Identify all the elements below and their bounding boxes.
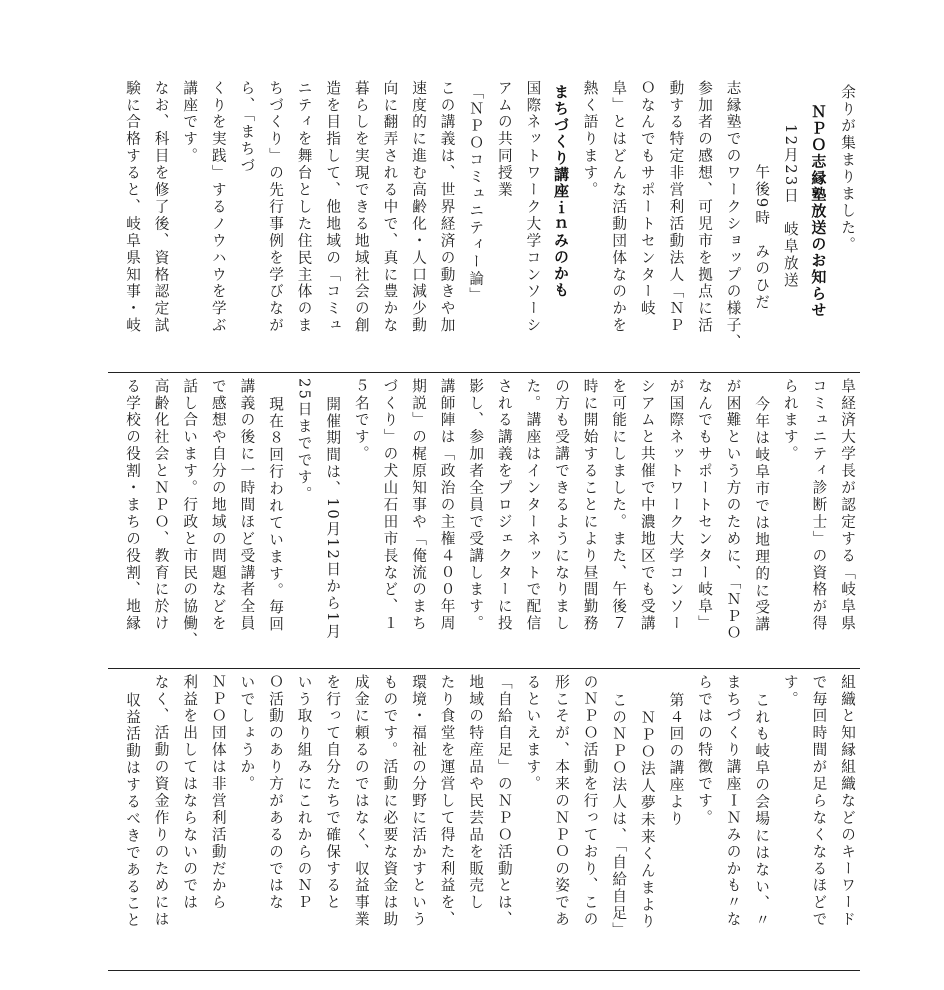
- text-column: らではの特徴です。: [696, 674, 713, 827]
- text-column: この講義は、世界経済の動きや加: [438, 80, 456, 335]
- text-column: 験に合格すると、岐阜県知事・岐: [124, 80, 141, 335]
- text-column: 収益活動はするべきであること: [124, 692, 141, 930]
- text-column: 利益を出してはならないのでは: [181, 674, 199, 912]
- text-column: る学校の役割・まちの役割、地縁: [124, 378, 141, 633]
- text-column: くりを実践」するノウハウを学ぶ: [209, 80, 227, 335]
- text-column: シアムと共催で中濃地区でも受講: [638, 378, 656, 633]
- divider-rule: [108, 668, 860, 669]
- text-column: 高齢化社会とＮＰＯ、教育に於け: [152, 378, 170, 633]
- text-column: 熱く語ります。: [581, 80, 599, 199]
- text-column: Ｏ活動のあり方があるのではな: [267, 674, 284, 912]
- text-column: 第４回の講座より: [667, 692, 685, 828]
- section-heading: ＮＰＯ志縁塾放送のお知らせ: [809, 104, 828, 319]
- text-column: が困難という方のために、「ＮＰＯ: [724, 378, 742, 642]
- text-column: 組織と知縁組織などのキーワード: [839, 674, 856, 929]
- text-column: 国際ネットワーク大学コンソーシ: [524, 80, 542, 335]
- text-column: が国際ネットワーク大学コンソー: [667, 378, 685, 633]
- text-column: づくり」の犬山石田市長など、１: [381, 378, 399, 633]
- text-column: のＮＰＯ活動を行っており、この: [581, 674, 599, 929]
- text-column: を可能にしました。また、午後７: [610, 378, 628, 633]
- text-column: るといえます。: [524, 674, 542, 793]
- text-column: なく、活動の資金作りのためには: [152, 674, 170, 929]
- text-column: で毎回時間が足らなくなるほどで: [810, 674, 828, 929]
- text-column: 今年は岐阜市では地理的に受講: [753, 396, 771, 634]
- text-column: 参加者の感想、可児市を拠点に活: [696, 80, 713, 335]
- text-column: 阜経済大学長が認定する「岐阜県: [839, 378, 856, 633]
- text-column: いう取り組みにこれからのＮＰ: [295, 674, 313, 912]
- text-column: 「自給自足」のＮＰＯ活動とは、: [495, 674, 513, 929]
- text-column: 現在８回行われています。毎回: [267, 396, 284, 634]
- text-column: 影し、参加者全員で受講します。: [467, 378, 485, 633]
- text-column: を行って自分たちで確保すると: [324, 674, 342, 912]
- text-column: される講義をプロジェクターに投: [495, 378, 513, 633]
- text-column: 講師陣は「政治の主権４００年周: [438, 378, 456, 633]
- text-column: 「ＮＰＯコミュニティー論」: [467, 84, 485, 305]
- text-column: ちづくり」の先行事例を学びなが: [267, 80, 284, 335]
- text-column: 話し合います。行政と市民の協働、: [181, 378, 199, 650]
- text-column: 環境・福祉の分野に活かすという: [410, 674, 427, 929]
- text-column: 形こそが、本来のＮＰＯの姿であ: [553, 674, 570, 929]
- text-column: なお、科目を修了後、資格認定試: [152, 80, 170, 335]
- text-column: で感想や自分の地域の問題などを: [209, 378, 227, 633]
- text-column: ５名です。: [352, 378, 370, 463]
- text-column: の方も受講できるようになりまし: [553, 378, 570, 633]
- text-column: 25日までです。: [295, 378, 313, 503]
- text-column: 時に開始することにより昼間勤務: [581, 378, 599, 633]
- text-column: 講義の後に一時間ほど受講者全員: [238, 378, 256, 633]
- text-column: 午後9時 みのひだ: [753, 164, 771, 312]
- section-heading: まちづくり講座ｉｎみのかも: [552, 84, 570, 299]
- text-column: られます。: [781, 378, 799, 463]
- divider-rule: [108, 372, 860, 373]
- text-column: た。講座はインターネットで配信: [524, 378, 542, 633]
- tier-middle: [108, 378, 860, 662]
- text-column: 期説」の梶原知事や「俺流のまち: [410, 378, 427, 633]
- text-column: ものです。活動に必要な資金は助: [381, 674, 399, 929]
- text-column: 開催期間は、10月12日から1月: [324, 396, 342, 641]
- text-column: 地域の特産品や民芸品を販売し: [467, 674, 485, 912]
- text-column: 向に翻弄される中で、真に豊かな: [381, 80, 399, 335]
- text-column: アムの共同授業: [495, 80, 513, 199]
- text-column: す。: [781, 674, 799, 708]
- tier-bottom: [108, 674, 860, 964]
- tier-top: [108, 80, 860, 366]
- text-column: ＮＰＯ法人夢未来くんまより: [638, 710, 656, 931]
- text-column: これも岐阜の会場にはない、〃: [753, 692, 771, 930]
- text-column: ニティを舞台とした住民主体のま: [295, 80, 313, 335]
- divider-rule: [108, 970, 860, 971]
- text-column: 余りが集まりました。: [839, 84, 856, 254]
- text-column: このＮＰＯ法人は、「自給自足」: [610, 692, 628, 939]
- text-column: 12月23日 岐阜放送: [781, 124, 799, 290]
- text-column: まちづくり講座ＩＮみのかも〃な: [724, 674, 742, 929]
- text-column: コミュニティ診断士」の資格が得: [810, 378, 828, 633]
- text-column: 成金に頼るのではなく、収益事業: [352, 674, 370, 929]
- text-column: 造を目指して、他地域の「コミュ: [324, 80, 342, 335]
- text-column: 暮らしを実現できる地域社会の創: [352, 80, 370, 335]
- text-column: 動する特定非営利活動法人「ＮＰ: [667, 80, 685, 335]
- text-column: 講座です。: [181, 80, 199, 165]
- text-column: たり食堂を運営して得た利益を、: [438, 674, 456, 929]
- text-column: ら、「まちづ: [238, 80, 256, 175]
- text-column: 速度的に進む高齢化・人口減少動: [410, 80, 427, 335]
- text-column: ＮＰＯ団体は非営利活動だから: [209, 674, 227, 912]
- text-column: 志縁塾でのワークショップの様子、: [724, 80, 742, 352]
- text-column: 阜」とはどんな活動団体なのかを: [610, 80, 628, 335]
- text-column: いでしょうか。: [238, 674, 256, 793]
- text-column: なんでもサポートセンター岐阜」: [696, 378, 713, 633]
- text-column: Ｏなんでもサポートセンター岐: [638, 80, 656, 318]
